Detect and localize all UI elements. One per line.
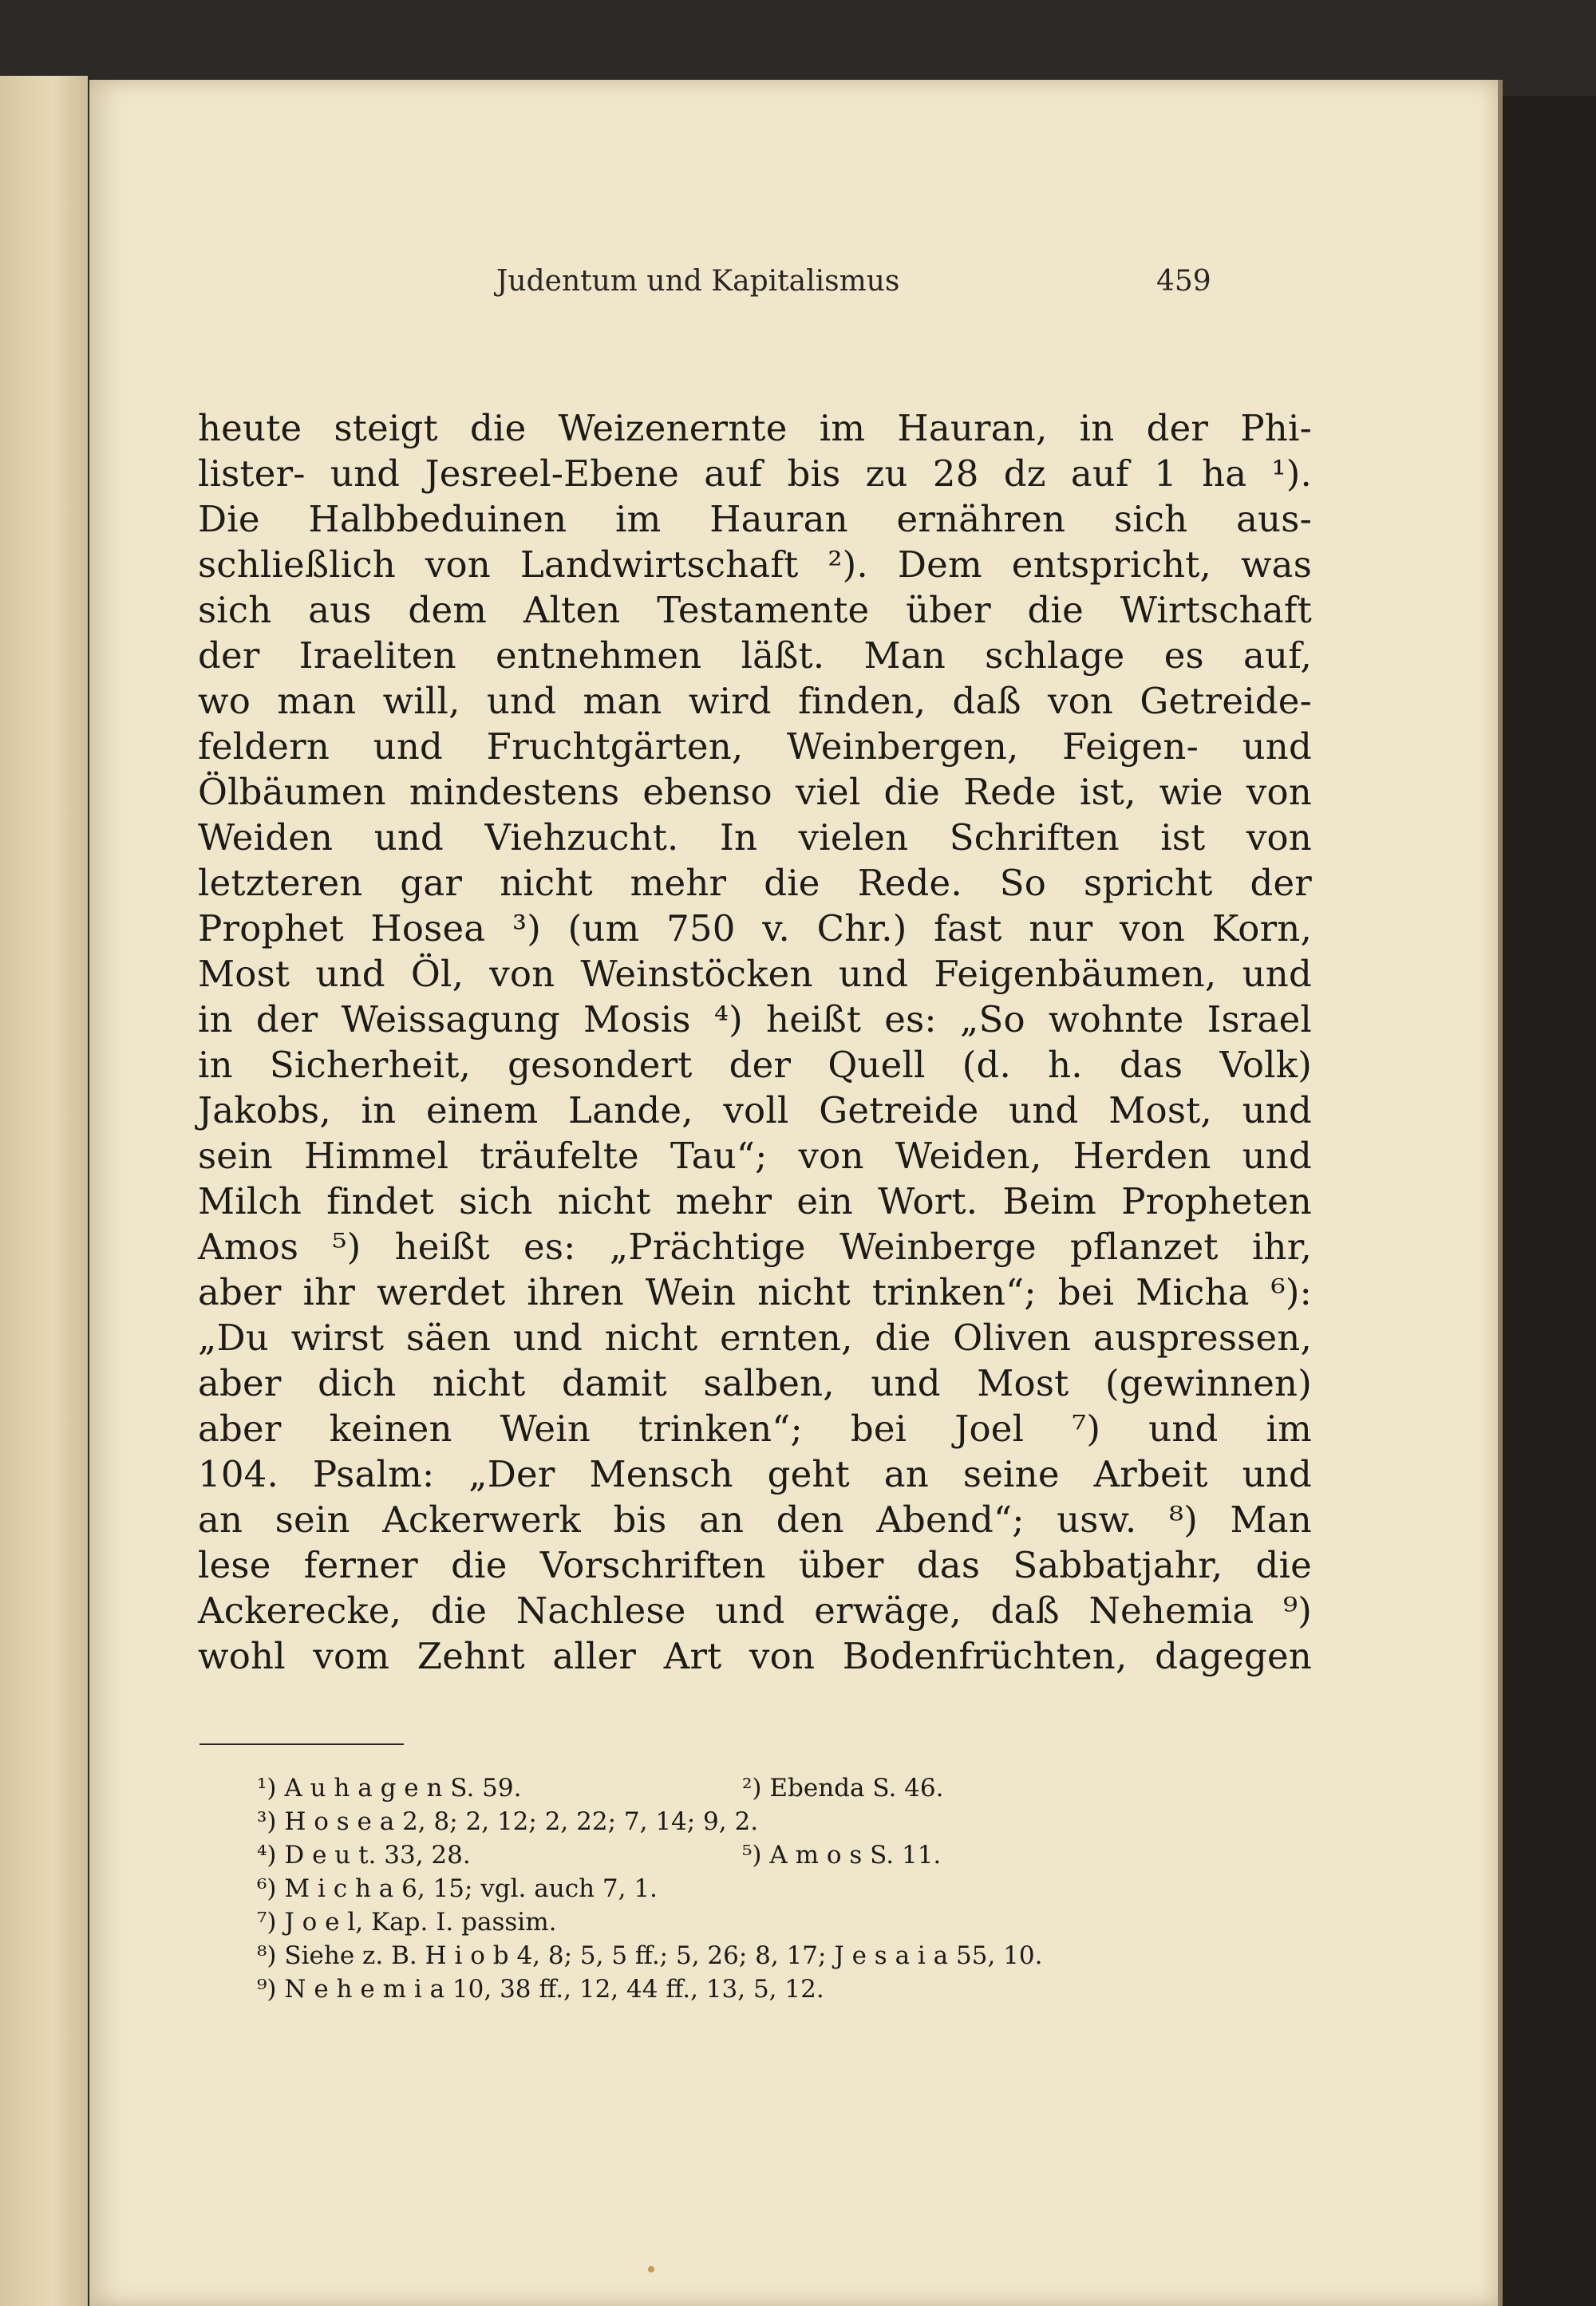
body-line: der Iraeliten entnehmen läßt. Man schlage es auf,	[198, 634, 1312, 677]
footnote-7: ⁷) J o e l, Kap. I. passim.	[257, 1908, 557, 1937]
footnote-8: ⁸) Siehe z. B. H i o b 4, 8; 5, 5 ff.; 5, 26; 8, 17; J e s a i a 55, 10.	[257, 1941, 1043, 1970]
footnotes	[257, 1771, 1318, 2006]
body-line: in Sicherheit, gesondert der Quell (d. h. das Volk)	[198, 1044, 1312, 1086]
body-line: Jakobs, in einem Lande, voll Getreide und Most, und	[198, 1089, 1312, 1131]
body-line: sein Himmel träufelte Tau“; von Weiden, Herden und	[198, 1135, 1312, 1177]
body-line: Most und Öl, von Weinstöcken und Feigenbäumen, und	[198, 953, 1312, 995]
background-shadow	[1503, 96, 1596, 2306]
footnote-9: ⁹) N e h e m i a 10, 38 ff., 12, 44 ff., 13, 5, 12.	[257, 1975, 824, 2004]
body-line: lese ferner die Vorschriften über das Sabbatjahr, die	[198, 1544, 1312, 1586]
body-line: heute steigt die Weizenernte im Hauran, in der Phi-	[198, 407, 1312, 449]
body-line: lister- und Jesreel-Ebene auf bis zu 28 dz auf 1 ha ¹).	[198, 452, 1312, 495]
body-line: Milch findet sich nicht mehr ein Wort. Beim Propheten	[198, 1180, 1312, 1222]
running-title: Judentum und Kapitalismus	[496, 265, 900, 298]
body-line: Ölbäumen mindestens ebenso viel die Rede ist, wie von	[198, 771, 1312, 813]
body-line: aber keinen Wein trinken“; bei Joel ⁷) und im	[198, 1408, 1312, 1450]
body-line: wohl vom Zehnt aller Art von Bodenfrüchten, dagegen	[198, 1635, 1312, 1677]
body-line: aber dich nicht damit salben, und Most (gewinnen)	[198, 1362, 1312, 1404]
body-line: wo man will, und man wird finden, daß von Getreide-	[198, 680, 1312, 722]
page-number: 459	[1156, 265, 1211, 298]
body-line: sich aus dem Alten Testamente über die Wirtschaft	[198, 589, 1312, 631]
body-line: feldern und Fruchtgärten, Weinbergen, Feigen- und	[198, 725, 1312, 768]
footnote-4: ⁴) D e u t. 33, 28.	[257, 1841, 471, 1870]
body-line: letzteren gar nicht mehr die Rede. So spricht der	[198, 862, 1312, 904]
footnote-3: ³) H o s e a 2, 8; 2, 12; 2, 22; 7, 14; 9, 2.	[257, 1807, 759, 1836]
body-line: schließlich von Landwirtschaft ²). Dem entspricht, was	[198, 543, 1312, 586]
footnote-2: ²) Ebenda S. 46.	[742, 1774, 944, 1803]
footnote-5: ⁵) A m o s S. 11.	[742, 1841, 942, 1870]
body-line: in der Weissagung Mosis ⁴) heißt es: „So wohnte Israel	[198, 998, 1312, 1040]
body-line: Ackerecke, die Nachlese und erwäge, daß Nehemia ⁹)	[198, 1589, 1312, 1632]
body-text	[198, 405, 1312, 1679]
facing-page-edge	[0, 76, 88, 2306]
body-line: „Du wirst säen und nicht ernten, die Oliven auspressen,	[198, 1317, 1312, 1359]
footnote-row	[257, 1771, 1318, 1805]
body-line: Amos ⁵) heißt es: „Prächtige Weinberge pflanzet ihr,	[198, 1226, 1312, 1268]
footnote-rule	[200, 1743, 404, 1745]
body-line: an sein Ackerwerk bis an den Abend“; usw. ⁸) Man	[198, 1499, 1312, 1541]
body-line: Die Halbbeduinen im Hauran ernähren sich aus-	[198, 498, 1312, 540]
footnote-row	[257, 1838, 1318, 1872]
footnote-1: ¹) A u h a g e n S. 59.	[257, 1774, 522, 1803]
book-page	[89, 80, 1503, 2306]
footnote-6: ⁶) M i c h a 6, 15; vgl. auch 7, 1.	[257, 1874, 658, 1903]
body-line: Weiden und Viehzucht. In vielen Schriften ist von	[198, 816, 1312, 859]
body-line: aber ihr werdet ihren Wein nicht trinken“; bei Micha ⁶):	[198, 1271, 1312, 1313]
body-line: 104. Psalm: „Der Mensch geht an seine Arbeit und	[198, 1453, 1312, 1495]
body-line: Prophet Hosea ³) (um 750 v. Chr.) fast nur von Korn,	[198, 907, 1312, 950]
page-header	[89, 265, 1498, 313]
paper-speck	[648, 2266, 654, 2272]
